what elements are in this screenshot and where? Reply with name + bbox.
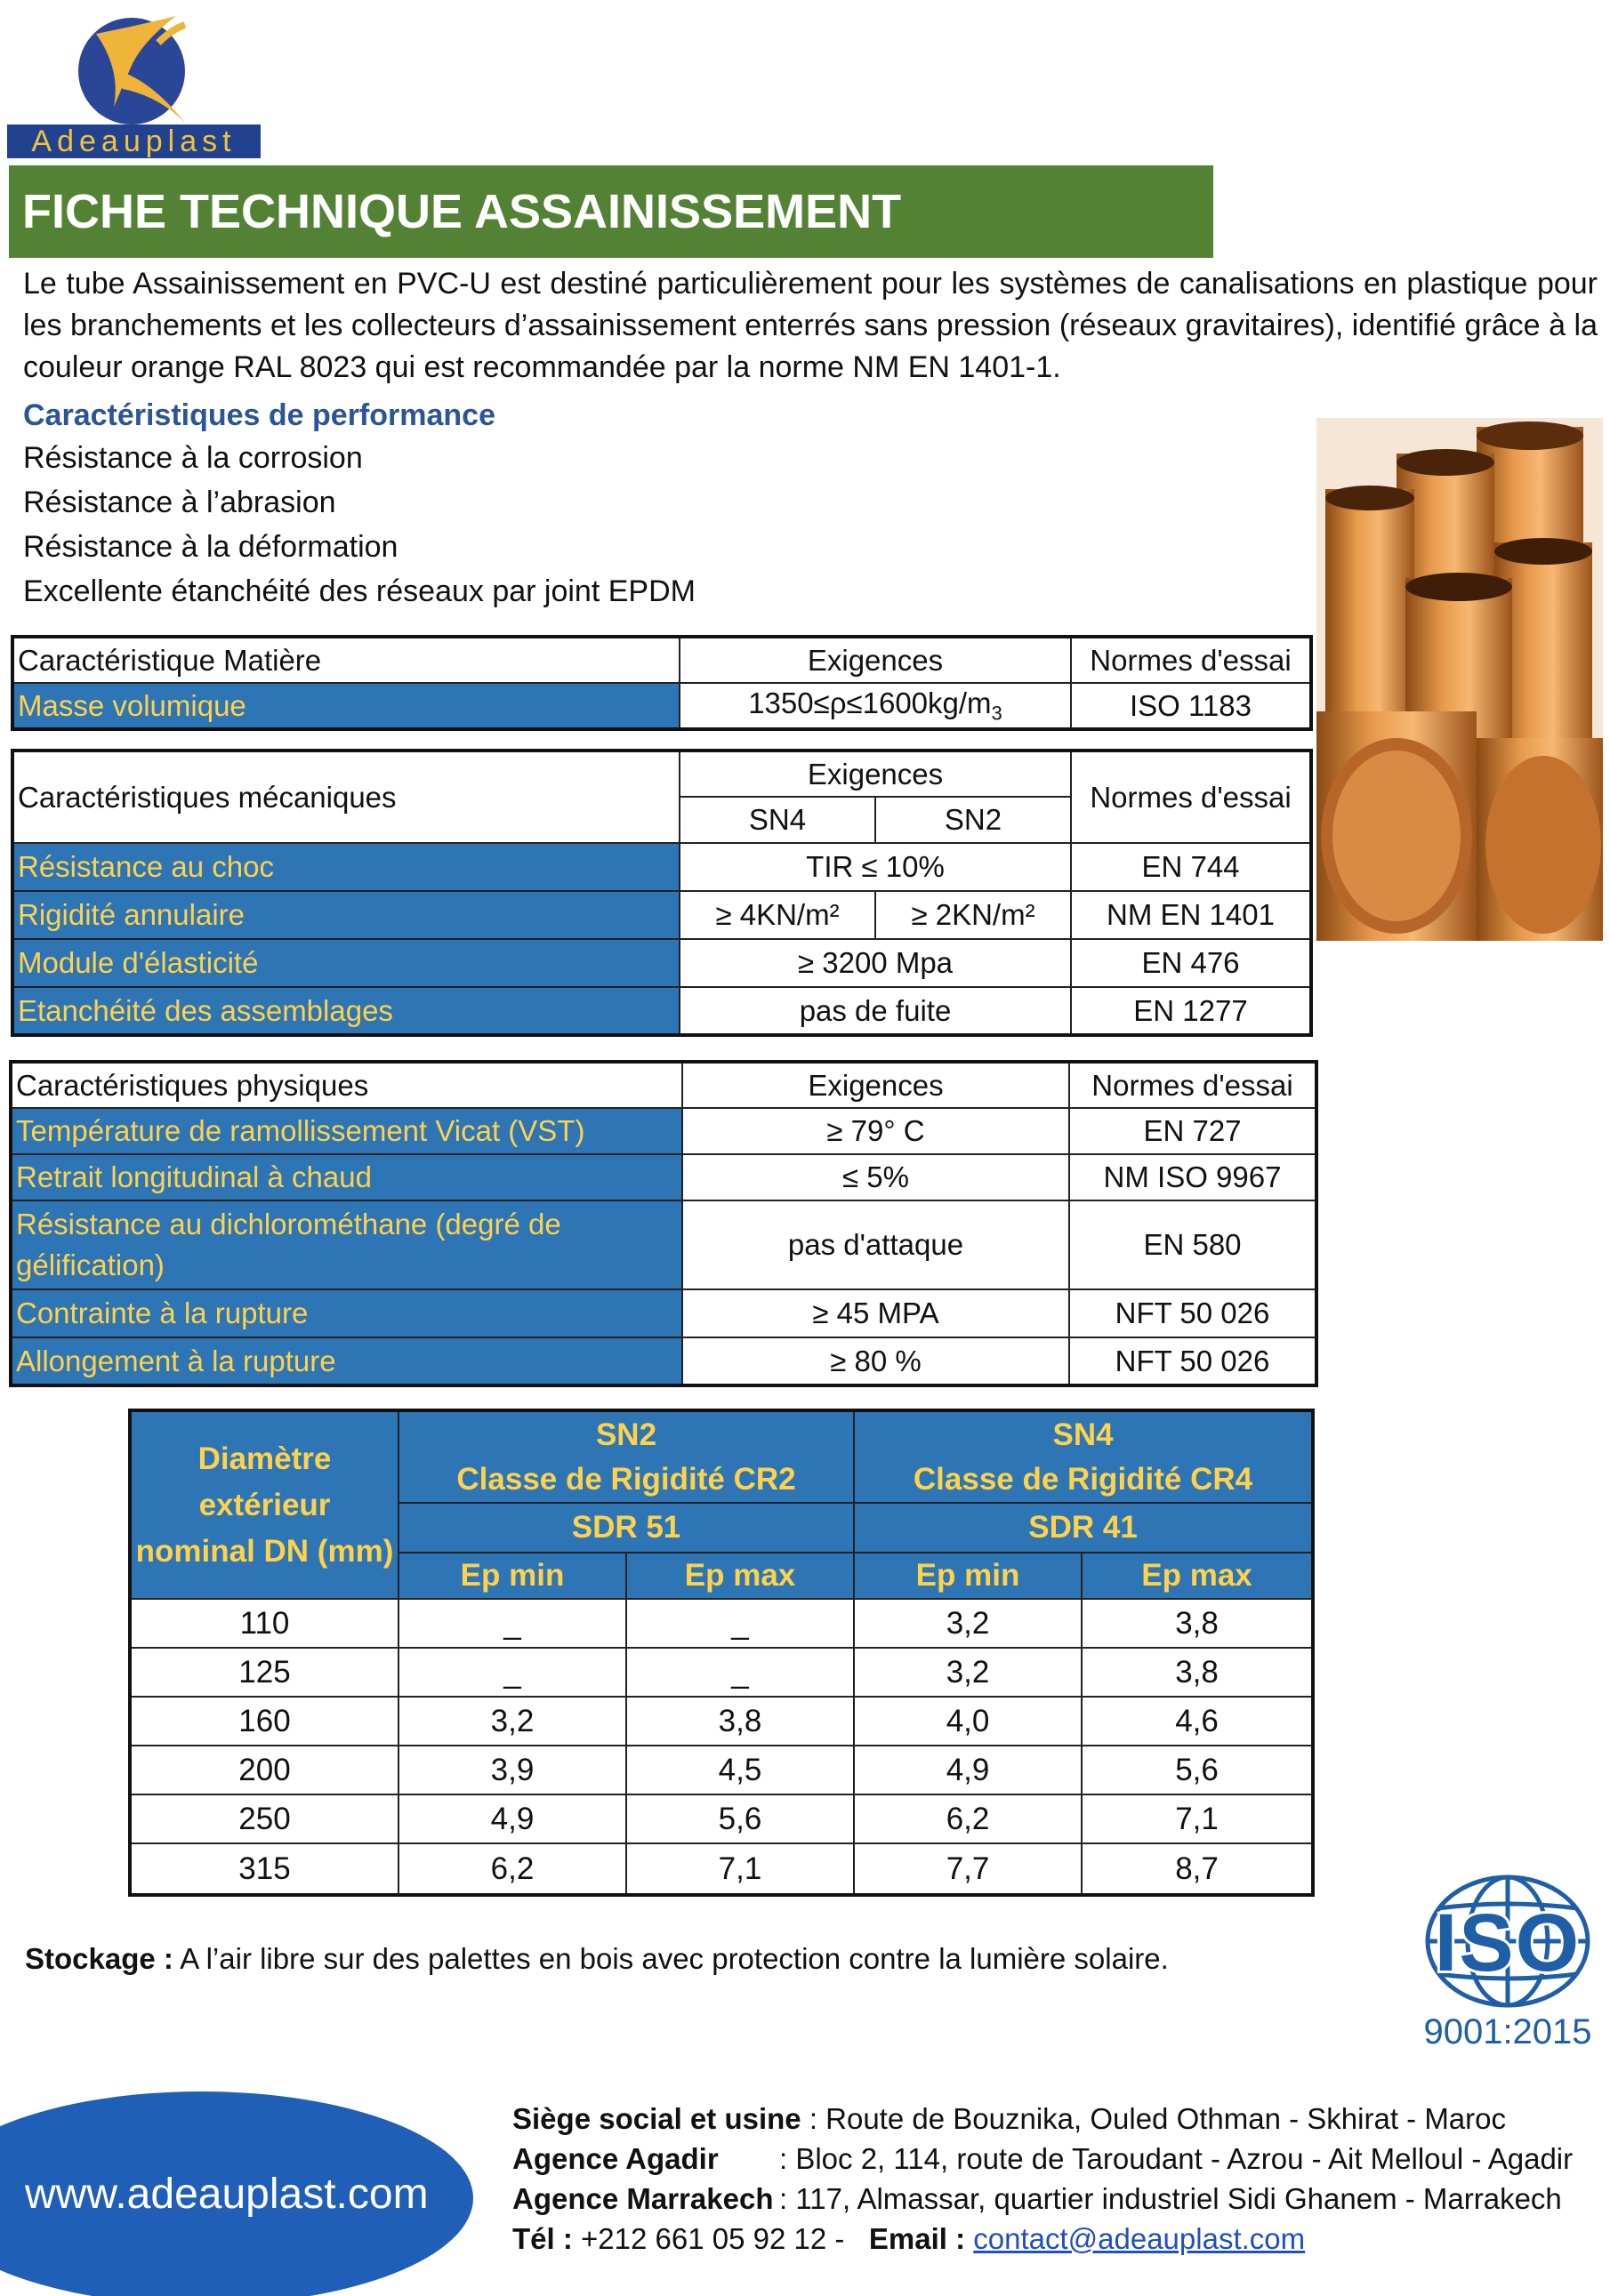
row-value: ≥ 79° C (682, 1108, 1069, 1154)
row-norm: EN 744 (1071, 843, 1311, 891)
table-row (130, 1648, 1313, 1697)
sn4-epmax-cell: 3,8 (1082, 1599, 1313, 1648)
sn4-header: SN4 (680, 797, 875, 843)
sn2-label: SN2 (595, 1417, 657, 1452)
sn2-epmax-cell: 3,8 (626, 1697, 854, 1746)
performance-item: Excellente étanchéité des réseaux par joint EPDM (23, 574, 696, 608)
sn2-epmax-cell: _ (626, 1599, 854, 1648)
footer-value: : Bloc 2, 114, route de Taroudant - Azrou - Ait Melloul - Agadir (779, 2142, 1574, 2175)
sn4-sdr: SDR 41 (854, 1503, 1313, 1553)
table-row (130, 1843, 1313, 1895)
performance-item: Résistance à la corrosion (23, 441, 363, 475)
table-row (130, 1599, 1313, 1648)
sn4-epmin-cell: 3,2 (854, 1599, 1082, 1648)
sn2-epmin-cell: 3,9 (398, 1746, 626, 1794)
sn2-epmin-cell: _ (398, 1599, 626, 1648)
sn2-epmax-cell: 4,5 (626, 1746, 854, 1794)
footer-line (512, 2099, 1573, 2139)
dn-cell: 315 (130, 1843, 398, 1895)
footer-value: : Route de Bouznika, Ouled Othman - Skhirat - Maroc (809, 2102, 1506, 2135)
row-norm: EN 476 (1071, 939, 1311, 987)
row-norm: EN 727 (1069, 1108, 1316, 1154)
footer-label: Agence Agadir (512, 2142, 719, 2175)
exigences-header: Exigences (680, 637, 1071, 683)
iso-standard: 9001:2015 (1423, 2012, 1592, 2051)
row-value: ≥ 80 % (682, 1337, 1069, 1385)
row-norm: ISO 1183 (1071, 683, 1311, 729)
sn2-epmax-cell: 5,6 (626, 1794, 854, 1843)
footer-line (512, 2219, 1573, 2259)
row-value: ≥ 3200 Mpa (680, 939, 1071, 987)
website-link[interactable]: www.adeauplast.com (25, 2171, 429, 2218)
pipes-photo (1316, 418, 1603, 941)
sn4-epmin-cell: 7,7 (854, 1843, 1082, 1895)
sn4-epmin-cell: 3,2 (854, 1648, 1082, 1697)
row-value: TIR ≤ 10% (680, 843, 1071, 891)
normes-header: Normes d'essai (1071, 751, 1311, 843)
sn2-epmin-cell: _ (398, 1648, 626, 1697)
row-label: Masse volumique (12, 683, 680, 729)
physiques-header: Caractéristiques physiques (11, 1062, 682, 1108)
row-label: Etanchéité des assemblages (12, 987, 680, 1035)
tel-label: Tél : (512, 2222, 573, 2255)
row-norm: NM EN 1401 (1071, 891, 1311, 939)
sn2-epmin-cell: 4,9 (398, 1794, 626, 1843)
logo-wordmark: Adeauplast (7, 124, 261, 158)
row-value: pas de fuite (680, 987, 1071, 1035)
sn4-epmax-cell: 3,8 (1082, 1648, 1313, 1697)
footer-line (512, 2139, 1573, 2179)
iso-certification (1419, 1875, 1597, 2052)
row-value-sn4: ≥ 4KN/m² (680, 891, 875, 939)
dn-cell: 200 (130, 1746, 398, 1794)
email-label: Email : (868, 2222, 966, 2255)
iso-mark: ISO (1434, 1898, 1582, 1988)
row-label: Résistance au dichlorométhane (degré de gélification) (11, 1200, 682, 1289)
sn2-group-header (398, 1410, 854, 1503)
dn-thickness-table (128, 1409, 1315, 1897)
row-label: Température de ramollissement Vicat (VST) (11, 1108, 682, 1154)
dn-cell: 160 (130, 1697, 398, 1746)
ep-min-header: Ep min (854, 1553, 1082, 1599)
footer-line (512, 2179, 1573, 2219)
row-label: Module d'élasticité (12, 939, 680, 987)
table-row (130, 1794, 1313, 1843)
sn2-epmin-cell: 6,2 (398, 1843, 626, 1895)
performance-item: Résistance à l’abrasion (23, 486, 336, 519)
table-row (130, 1697, 1313, 1746)
ep-min-header: Ep min (398, 1553, 626, 1599)
row-value: ≥ 45 MPA (682, 1289, 1069, 1337)
dn-header: Diamètre extérieur nominal DN (mm) (130, 1410, 398, 1599)
footer-label: Agence Marrakech (512, 2182, 774, 2215)
row-norm: NM ISO 9967 (1069, 1154, 1316, 1200)
mecaniques-header: Caractéristiques mécaniques (12, 751, 680, 843)
ep-max-header: Ep max (1082, 1553, 1313, 1599)
footer-contact-info (512, 2099, 1573, 2259)
row-value: pas d'attaque (682, 1200, 1069, 1289)
row-label: Rigidité annulaire (12, 891, 680, 939)
sn4-label: SN4 (1052, 1417, 1114, 1452)
dn-cell: 250 (130, 1794, 398, 1843)
page-title: FICHE TECHNIQUE ASSAINISSEMENT (9, 165, 1213, 258)
row-norm: EN 580 (1069, 1200, 1316, 1289)
row-value: $1350\le\rho\le 1600kg/m_3$ (680, 683, 1071, 729)
sn4-epmin-cell: 4,9 (854, 1746, 1082, 1794)
mecaniques-table (11, 749, 1313, 1037)
row-norm: NFT 50 026 (1069, 1289, 1316, 1337)
sn4-classe: Classe de Rigidité CR4 (913, 1461, 1253, 1497)
row-norm: EN 1277 (1071, 987, 1311, 1035)
sn2-classe: Classe de Rigidité CR2 (456, 1461, 796, 1497)
sn2-epmax-cell: 7,1 (626, 1843, 854, 1895)
sn4-epmin-cell: 6,2 (854, 1794, 1082, 1843)
performance-heading: Caractéristiques de performance (23, 398, 495, 432)
ep-max-header: Ep max (626, 1553, 854, 1599)
physiques-table (9, 1060, 1318, 1387)
row-value-sn2: ≥ 2KN/m² (875, 891, 1071, 939)
sn2-sdr: SDR 51 (398, 1503, 854, 1553)
sn2-header: SN2 (875, 797, 1071, 843)
row-label: Allongement à la rupture (11, 1337, 682, 1385)
sn4-epmax-cell: 7,1 (1082, 1794, 1313, 1843)
matiere-table (11, 635, 1313, 731)
sn4-epmax-cell: 8,7 (1082, 1843, 1313, 1895)
row-value: ≤ 5% (682, 1154, 1069, 1200)
storage-label: Stockage : (25, 1942, 173, 1975)
sn2-epmax-cell: _ (626, 1648, 854, 1697)
row-label: Résistance au choc (12, 843, 680, 891)
exigences-header: Exigences (682, 1062, 1069, 1108)
matiere-header: Caractéristique Matière (12, 637, 680, 683)
logo-globe-icon (7, 7, 263, 132)
dn-cell: 110 (130, 1599, 398, 1648)
sn4-epmax-cell: 5,6 (1082, 1746, 1313, 1794)
sn4-epmax-cell: 4,6 (1082, 1697, 1313, 1746)
storage-text: A l’air libre sur des palettes en bois avec protection contre la lumière solaire. (173, 1942, 1169, 1975)
row-norm: NFT 50 026 (1069, 1337, 1316, 1385)
company-logo (7, 7, 263, 160)
sn2-epmin-cell: 3,2 (398, 1697, 626, 1746)
row-label: Contrainte à la rupture (11, 1289, 682, 1337)
tel-value: +212 661 05 92 12 - (572, 2222, 845, 2255)
email-link[interactable]: contact@adeauplast.com (973, 2222, 1306, 2255)
sn4-group-header (854, 1410, 1313, 1503)
storage-note (25, 1939, 1169, 1979)
table-row (130, 1746, 1313, 1794)
row-label: Retrait longitudinal à chaud (11, 1154, 682, 1200)
exigences-header: Exigences (680, 751, 1071, 797)
performance-item: Résistance à la déformation (23, 530, 398, 564)
footer-label: Siège social et usine (512, 2102, 801, 2135)
intro-paragraph: Le tube Assainissement en PVC-U est destiné particulièrement pour les systèmes de canalisations en plastique pour les branchements et les collecteurs d’assainissement enterrés sans pression (réseaux gravitaires), identifié grâce à la couleur orange RAL 8023 qui est recommandée par la norme NM EN 1401-1. (23, 267, 1598, 384)
footer-value: : 117, Almassar, quartier industriel Sidi Ghanem - Marrakech (779, 2182, 1562, 2215)
sn4-epmin-cell: 4,0 (854, 1697, 1082, 1746)
normes-header: Normes d'essai (1069, 1062, 1316, 1108)
dn-cell: 125 (130, 1648, 398, 1697)
normes-header: Normes d'essai (1071, 637, 1311, 683)
